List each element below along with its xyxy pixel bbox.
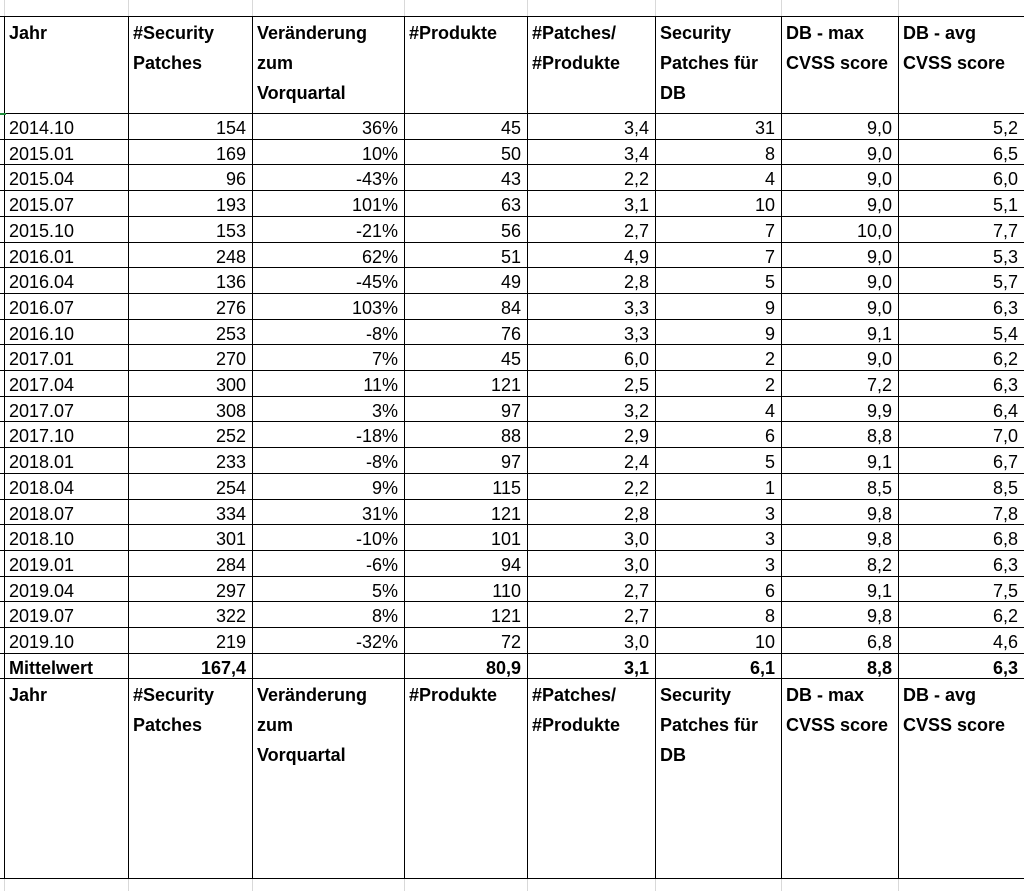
row-label-cell[interactable]: 2019.01 — [9, 554, 75, 575]
data-cell[interactable]: 136 — [215, 272, 246, 293]
data-cell[interactable]: 9,0 — [866, 195, 892, 216]
data-cell[interactable]: 254 — [215, 477, 246, 498]
data-cell[interactable]: 3,3 — [623, 323, 649, 344]
data-cell[interactable]: 45 — [500, 349, 521, 370]
data-cell[interactable]: 10 — [754, 632, 775, 652]
header-cell[interactable] — [252, 16, 404, 113]
gridline-top — [128, 0, 129, 16]
data-cell[interactable]: 2,5 — [623, 375, 649, 395]
data-cell[interactable]: 154 — [215, 118, 246, 138]
gridline-bottom — [527, 878, 528, 891]
data-cell[interactable]: 9,0 — [866, 169, 892, 190]
footer-header-cell[interactable] — [781, 678, 898, 878]
data-cell[interactable]: 8% — [371, 606, 398, 627]
data-cell[interactable]: 219 — [215, 632, 246, 652]
data-cell[interactable]: 101 — [490, 529, 521, 550]
header-cell[interactable] — [898, 16, 1024, 113]
data-cell[interactable]: 9,0 — [866, 118, 892, 138]
row-label-cell[interactable]: 2017.01 — [9, 349, 75, 370]
data-cell[interactable]: 9,1 — [866, 580, 892, 601]
data-cell[interactable]: 9,0 — [866, 272, 892, 293]
data-cell[interactable]: 3,0 — [623, 632, 649, 652]
header-line: Patches für — [660, 53, 759, 73]
data-cell[interactable]: 9,9 — [866, 400, 892, 421]
data-cell[interactable]: 43 — [500, 169, 521, 190]
gridline-top — [404, 0, 405, 16]
gridline-bottom — [781, 878, 782, 891]
row-label-cell[interactable]: 2015.10 — [9, 220, 75, 241]
data-cell[interactable]: 4,9 — [623, 246, 649, 267]
data-cell[interactable]: 2 — [764, 349, 775, 370]
summary-cell[interactable]: 167,4 — [200, 657, 246, 678]
data-cell[interactable]: 6 — [764, 580, 775, 601]
header-line: #Patches/ — [532, 685, 617, 706]
data-cell[interactable]: 6,4 — [992, 400, 1018, 421]
data-cell[interactable]: 2,8 — [623, 503, 649, 524]
data-cell[interactable]: 5 — [764, 452, 775, 473]
data-cell[interactable]: 4,6 — [992, 632, 1018, 652]
data-cell[interactable]: 169 — [215, 143, 246, 164]
header-line: CVSS score — [903, 53, 1006, 73]
header-line: CVSS score — [903, 715, 1006, 736]
data-cell[interactable]: 301 — [215, 529, 246, 550]
header-cell[interactable] — [4, 16, 128, 113]
row-label-cell[interactable]: 2015.07 — [9, 195, 75, 216]
data-cell[interactable]: 3% — [371, 400, 398, 421]
row-label-cell[interactable]: 2019.10 — [9, 632, 75, 652]
row-label-cell[interactable]: 2018.04 — [9, 477, 75, 498]
summary-label-cell[interactable]: Mittelwert — [9, 657, 94, 678]
data-cell[interactable]: -32% — [355, 632, 398, 652]
data-cell[interactable]: 7 — [764, 220, 775, 241]
gridline-top — [898, 0, 899, 16]
row-label-cell[interactable]: 2016.10 — [9, 323, 75, 344]
data-cell[interactable]: 10 — [754, 195, 775, 216]
data-cell[interactable]: 9,8 — [866, 529, 892, 550]
data-cell[interactable]: 9,0 — [866, 143, 892, 164]
data-cell[interactable]: 10% — [361, 143, 398, 164]
data-cell[interactable]: 7,8 — [992, 503, 1018, 524]
data-cell[interactable]: 11% — [363, 375, 398, 395]
data-cell[interactable]: 110 — [492, 580, 521, 601]
data-cell[interactable]: 334 — [215, 503, 246, 524]
data-cell[interactable]: 50 — [500, 143, 521, 164]
data-cell[interactable]: 5 — [764, 272, 775, 293]
data-cell[interactable]: 5,2 — [992, 118, 1018, 138]
gridline-top — [527, 0, 528, 16]
row-label-cell[interactable]: 2014.10 — [9, 118, 75, 138]
data-cell[interactable]: 9 — [764, 323, 775, 344]
data-cell[interactable]: 248 — [215, 246, 246, 267]
header-line: Security — [660, 685, 732, 706]
data-cell[interactable]: 3,2 — [623, 400, 649, 421]
data-cell[interactable]: 88 — [500, 426, 521, 447]
footer-header-cell[interactable] — [252, 678, 404, 878]
header-line: Patches für — [660, 715, 759, 736]
row-label-cell[interactable]: 2018.01 — [9, 452, 75, 473]
data-cell[interactable]: 322 — [215, 606, 246, 627]
row-label-cell[interactable]: 2019.07 — [9, 606, 75, 627]
gridline-bottom — [898, 878, 899, 891]
header-line: #Security — [133, 685, 215, 706]
data-cell[interactable]: 8,2 — [866, 554, 892, 575]
data-cell[interactable]: 9,1 — [866, 323, 892, 344]
data-cell[interactable]: 6,0 — [623, 349, 649, 370]
data-cell[interactable]: 7,7 — [992, 220, 1018, 241]
data-cell[interactable]: 3,3 — [623, 297, 649, 318]
footer-header-cell[interactable] — [4, 678, 128, 878]
data-cell[interactable]: 62% — [361, 246, 398, 267]
row-selection-marker — [0, 113, 6, 115]
gridline-bottom — [128, 878, 129, 891]
data-cell[interactable]: -8% — [365, 323, 398, 344]
data-cell[interactable]: 6,3 — [992, 375, 1018, 395]
header-line: zum — [257, 53, 293, 73]
data-cell[interactable]: 9 — [764, 297, 775, 318]
data-cell[interactable]: 121 — [490, 606, 521, 627]
data-cell[interactable]: 97 — [500, 400, 521, 421]
data-cell[interactable]: 6,7 — [992, 452, 1018, 473]
data-cell[interactable]: 3,4 — [623, 143, 649, 164]
data-cell[interactable]: 252 — [215, 426, 246, 447]
data-cell[interactable]: 31 — [754, 118, 775, 138]
header-line: zum — [257, 715, 293, 736]
data-cell[interactable]: 121 — [490, 375, 521, 395]
header-line: #Produkte — [532, 53, 621, 73]
data-cell[interactable]: 7,2 — [866, 375, 892, 395]
header-line: DB - avg — [903, 23, 977, 43]
header-line: Vorquartal — [257, 745, 346, 766]
header-cell[interactable] — [527, 16, 655, 113]
row-label-cell[interactable]: 2016.04 — [9, 272, 75, 293]
data-cell[interactable]: 5,4 — [992, 323, 1018, 344]
data-cell[interactable]: 6,0 — [992, 169, 1018, 190]
header-line: Patches — [133, 715, 203, 736]
data-cell[interactable]: 8,5 — [866, 477, 892, 498]
data-cell[interactable]: 3,0 — [623, 529, 649, 550]
data-cell[interactable]: 1 — [764, 477, 775, 498]
footer-header-cell[interactable] — [404, 678, 527, 878]
data-cell[interactable]: 63 — [500, 195, 521, 216]
data-cell[interactable]: 31% — [361, 503, 398, 524]
footer-header-cell[interactable] — [527, 678, 655, 878]
data-cell[interactable]: 9,0 — [866, 246, 892, 267]
data-cell[interactable]: 2,9 — [623, 426, 649, 447]
data-cell[interactable]: 233 — [215, 452, 246, 473]
gridline-top — [4, 0, 5, 16]
data-cell[interactable]: -10% — [355, 529, 398, 550]
row-label-cell[interactable]: 2018.07 — [9, 503, 75, 524]
summary-cell[interactable]: 6,1 — [749, 657, 775, 678]
data-cell[interactable]: 2,7 — [623, 220, 649, 241]
header-line: Patches — [133, 53, 203, 73]
data-cell[interactable]: 121 — [490, 503, 521, 524]
data-cell[interactable]: 7 — [764, 246, 775, 267]
data-cell[interactable]: 2,2 — [623, 477, 649, 498]
data-cell[interactable]: 115 — [492, 477, 521, 498]
data-cell[interactable]: 3 — [764, 503, 775, 524]
row-label-cell[interactable]: 2016.01 — [9, 246, 75, 267]
data-cell[interactable]: 5% — [371, 580, 398, 601]
data-cell[interactable]: 5,1 — [992, 195, 1018, 216]
header-line: DB — [660, 745, 686, 766]
gridline-top — [252, 0, 253, 16]
summary-cell[interactable]: 6,3 — [992, 657, 1018, 678]
data-cell[interactable]: 5,3 — [992, 246, 1018, 267]
summary-cell[interactable]: 8,8 — [866, 657, 892, 678]
row-label-cell[interactable]: 2017.04 — [9, 375, 75, 395]
header-line: Jahr — [9, 685, 48, 706]
data-cell[interactable]: 7,5 — [992, 580, 1018, 601]
data-cell[interactable]: 4 — [764, 400, 775, 421]
data-cell[interactable]: 2,7 — [623, 606, 649, 627]
header-line: DB - max — [786, 23, 865, 43]
data-cell[interactable]: 6,3 — [992, 297, 1018, 318]
data-cell[interactable]: 276 — [215, 297, 246, 318]
row-label-cell[interactable]: 2017.10 — [9, 426, 75, 447]
data-cell[interactable]: -21% — [355, 220, 398, 241]
data-cell[interactable]: 193 — [215, 195, 246, 216]
data-cell[interactable]: 45 — [500, 118, 521, 138]
data-cell[interactable]: 101% — [351, 195, 398, 216]
gridline-bottom — [252, 878, 253, 891]
header-line: Veränderung — [257, 23, 368, 43]
header-line: Vorquartal — [257, 83, 346, 103]
data-cell[interactable]: 6 — [764, 426, 775, 447]
gridline-bottom — [655, 878, 656, 891]
data-cell[interactable]: -45% — [355, 272, 398, 293]
data-cell[interactable]: 103% — [351, 297, 398, 318]
data-cell[interactable]: 153 — [215, 220, 246, 241]
header-line: Jahr — [9, 23, 48, 43]
data-cell[interactable]: 9,8 — [866, 606, 892, 627]
data-cell[interactable]: 3,1 — [623, 195, 649, 216]
data-cell[interactable]: 9,0 — [866, 349, 892, 370]
data-cell[interactable]: -18% — [355, 426, 398, 447]
header-line: CVSS score — [786, 715, 889, 736]
data-cell[interactable]: 7% — [371, 349, 398, 370]
data-cell[interactable]: 4 — [764, 169, 775, 190]
row-border — [0, 878, 1024, 879]
data-cell[interactable]: 56 — [500, 220, 521, 241]
header-line: DB — [660, 83, 686, 103]
header-line: CVSS score — [786, 53, 889, 73]
data-cell[interactable]: 8 — [764, 606, 775, 627]
row-label-cell[interactable]: 2019.04 — [9, 580, 75, 601]
data-cell[interactable]: 97 — [500, 452, 521, 473]
header-line: #Security — [133, 23, 215, 43]
gridline-top — [655, 0, 656, 16]
header-line: #Produkte — [532, 715, 621, 736]
data-cell[interactable]: 284 — [215, 554, 246, 575]
data-cell[interactable]: 297 — [215, 580, 246, 601]
summary-cell[interactable]: 3,1 — [623, 657, 649, 678]
data-cell[interactable]: -8% — [365, 452, 398, 473]
header-cell[interactable] — [781, 16, 898, 113]
data-cell[interactable]: 36% — [361, 118, 398, 138]
data-cell[interactable]: -43% — [355, 169, 398, 190]
data-cell[interactable]: 6,5 — [992, 143, 1018, 164]
header-cell[interactable] — [404, 16, 527, 113]
data-cell[interactable]: 5,7 — [992, 272, 1018, 293]
footer-header-cell[interactable] — [655, 678, 781, 878]
data-cell[interactable]: 2,7 — [623, 580, 649, 601]
data-cell[interactable]: 300 — [215, 375, 246, 395]
data-cell[interactable]: 72 — [500, 632, 521, 652]
data-cell[interactable]: 51 — [500, 246, 521, 267]
data-cell[interactable]: 2,4 — [623, 452, 649, 473]
data-cell[interactable]: 6,3 — [992, 554, 1018, 575]
data-cell[interactable]: 2 — [764, 375, 775, 395]
row-label-cell[interactable]: 2015.01 — [9, 143, 75, 164]
data-cell[interactable]: 94 — [500, 554, 521, 575]
header-line: DB - avg — [903, 685, 977, 706]
row-label-cell[interactable]: 2015.04 — [9, 169, 75, 190]
data-cell[interactable]: 49 — [500, 272, 521, 293]
data-cell[interactable]: 84 — [500, 297, 521, 318]
data-cell[interactable]: 9,1 — [866, 452, 892, 473]
data-cell[interactable]: 308 — [215, 400, 246, 421]
summary-cell[interactable] — [252, 653, 404, 679]
data-cell[interactable]: 3 — [764, 529, 775, 550]
header-cell[interactable] — [655, 16, 781, 113]
data-cell[interactable]: 2,2 — [623, 169, 649, 190]
data-cell[interactable]: 2,8 — [623, 272, 649, 293]
row-label-cell[interactable]: 2016.07 — [9, 297, 75, 318]
header-line: Security — [660, 23, 732, 43]
data-cell[interactable]: 8,8 — [866, 426, 892, 447]
header-line: #Produkte — [409, 23, 498, 43]
data-cell[interactable]: 6,8 — [866, 632, 892, 652]
data-cell[interactable]: 253 — [215, 323, 246, 344]
header-line: #Patches/ — [532, 23, 617, 43]
data-cell[interactable]: 7,0 — [992, 426, 1018, 447]
data-cell[interactable]: -6% — [365, 554, 398, 575]
header-line: DB - max — [786, 685, 865, 706]
data-cell[interactable]: 9,8 — [866, 503, 892, 524]
header-cell[interactable] — [128, 16, 252, 113]
data-cell[interactable]: 9% — [371, 477, 398, 498]
gridline-bottom — [4, 878, 5, 891]
footer-header-cell[interactable] — [128, 678, 252, 878]
data-cell[interactable]: 96 — [225, 169, 246, 190]
header-line: #Produkte — [409, 685, 498, 706]
data-cell[interactable]: 76 — [500, 323, 521, 344]
row-label-cell[interactable]: 2017.07 — [9, 400, 75, 421]
summary-cell[interactable]: 80,9 — [485, 657, 521, 678]
data-cell[interactable]: 6,2 — [992, 349, 1018, 370]
row-label-cell[interactable]: 2018.10 — [9, 529, 75, 550]
gridline-top — [781, 0, 782, 16]
data-cell[interactable]: 3,0 — [623, 554, 649, 575]
header-line: Veränderung — [257, 685, 368, 706]
data-cell[interactable]: 6,2 — [992, 606, 1018, 627]
gridline-bottom — [404, 878, 405, 891]
data-cell[interactable]: 6,8 — [992, 529, 1018, 550]
footer-header-cell[interactable] — [898, 678, 1024, 878]
data-cell[interactable]: 9,0 — [866, 297, 892, 318]
data-cell[interactable]: 270 — [215, 349, 246, 370]
data-cell[interactable]: 10,0 — [856, 220, 892, 241]
data-cell[interactable]: 3 — [764, 554, 775, 575]
data-cell[interactable]: 8 — [764, 143, 775, 164]
data-cell[interactable]: 8,5 — [992, 477, 1018, 498]
data-cell[interactable]: 3,4 — [623, 118, 649, 138]
